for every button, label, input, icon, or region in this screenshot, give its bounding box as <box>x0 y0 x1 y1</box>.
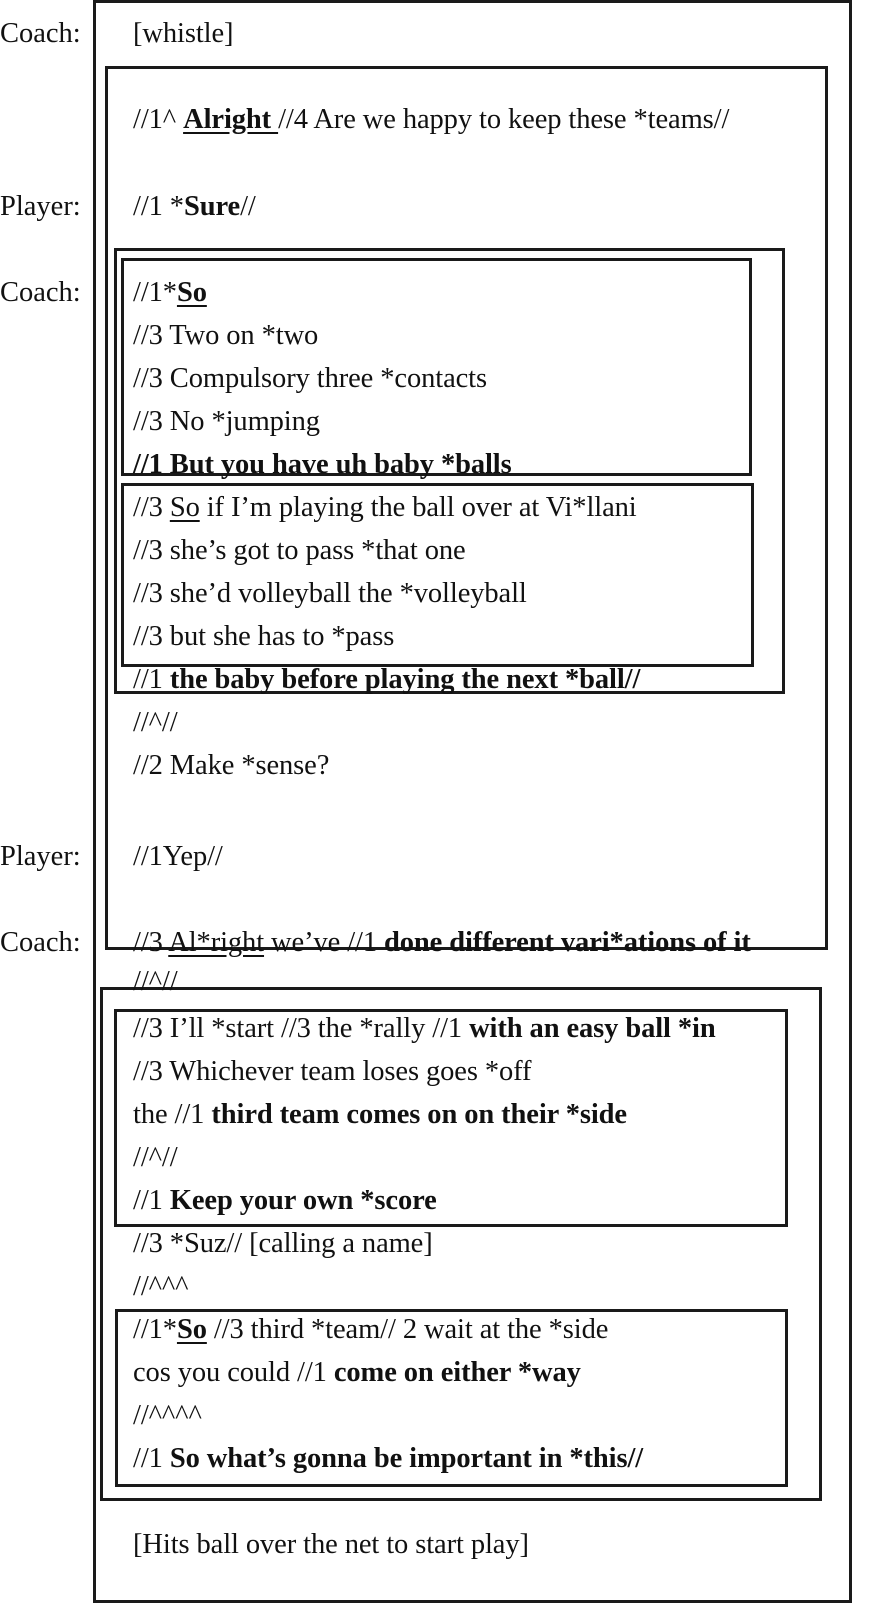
speaker-label: Coach: <box>0 18 81 49</box>
transcript-line: //1*So //3 third *team// 2 wait at the *side <box>133 1314 609 1345</box>
transcript-line: //^// <box>133 1142 178 1173</box>
transcript-line: //1 But you have uh baby *balls <box>133 449 512 480</box>
transcript-line: //3 Two on *two <box>133 320 319 351</box>
transcript-line: [whistle] <box>133 18 234 49</box>
transcript-line: //3 No *jumping <box>133 406 320 437</box>
transcript-line: //3 So if I’m playing the ball over at Vi*llani <box>133 492 637 523</box>
transcript-line: the //1 third team comes on on their *side <box>133 1099 627 1130</box>
transcript-line: //3 but she has to *pass <box>133 621 395 652</box>
speaker-label: Coach: <box>0 277 81 308</box>
transcript-line: //1^ Alright //4 Are we happy to keep these *teams// <box>133 104 730 135</box>
transcript-line: //3 she’s got to pass *that one <box>133 535 466 566</box>
transcript-line: //1 Keep your own *score <box>133 1185 437 1216</box>
transcript-line: //1*So <box>133 277 207 308</box>
speaker-label: Coach: <box>0 927 81 958</box>
transcript-line: //^^^^ <box>133 1400 202 1431</box>
speaker-label: Player: <box>0 191 81 222</box>
transcript-line: //3 Whichever team loses goes *off <box>133 1056 532 1087</box>
transcript-line: cos you could //1 come on either *way <box>133 1357 581 1388</box>
speaker-label: Player: <box>0 841 81 872</box>
transcript-line: [Hits ball over the net to start play] <box>133 1529 529 1560</box>
transcript-line: //3 Compulsory three *contacts <box>133 363 487 394</box>
transcript-line: //^// <box>133 966 178 997</box>
transcript-line: //^// <box>133 707 178 738</box>
transcript-line: //1Yep// <box>133 841 223 872</box>
transcript-line: //3 she’d volleyball the *volleyball <box>133 578 527 609</box>
transcript-line: //3 I’ll *start //3 the *rally //1 with an easy ball *in <box>133 1013 716 1044</box>
transcript-line: //2 Make *sense? <box>133 750 330 781</box>
transcript-line: //^^^ <box>133 1271 189 1302</box>
transcript-line: //1 the baby before playing the next *ball// <box>133 664 641 695</box>
transcript-line: //1 So what’s gonna be important in *this// <box>133 1443 644 1474</box>
transcript-line: //3 Al*right we’ve //1 done different vari*ations of it <box>133 927 751 958</box>
transcript-line: //3 *Suz// [calling a name] <box>133 1228 433 1259</box>
transcript-line: //1 *Sure// <box>133 191 256 222</box>
